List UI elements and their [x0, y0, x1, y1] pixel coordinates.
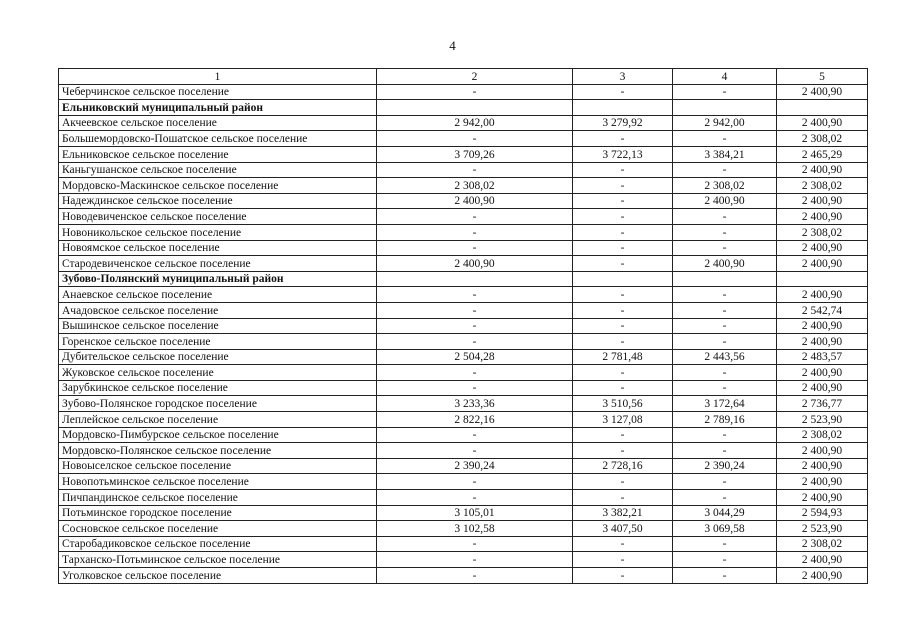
settlement-name: Старобадиковское сельское поселение: [59, 536, 377, 552]
value-col-5: 2 400,90: [777, 209, 868, 225]
value-col-3: 3 722,13: [573, 146, 673, 162]
table-row: [59, 505, 868, 521]
value-col-2: 2 390,24: [377, 458, 573, 474]
settlement-name: Уголковское сельское поселение: [59, 568, 377, 584]
value-col-4: -: [673, 209, 777, 225]
table-row: [59, 256, 868, 272]
value-col-3: 3 279,92: [573, 115, 673, 131]
value-col-5: 2 400,90: [777, 240, 868, 256]
table-row: [59, 365, 868, 381]
empty-cell: [777, 100, 868, 116]
value-col-3: -: [573, 552, 673, 568]
value-col-2: -: [377, 224, 573, 240]
table-row: [59, 334, 868, 350]
value-col-4: 2 308,02: [673, 178, 777, 194]
value-col-4: 2 400,90: [673, 256, 777, 272]
value-col-5: 2 542,74: [777, 302, 868, 318]
value-col-5: 2 400,90: [777, 162, 868, 178]
settlement-name: Новоямское сельское поселение: [59, 240, 377, 256]
table-row: [59, 178, 868, 194]
empty-cell: [377, 271, 573, 287]
value-col-4: 2 942,00: [673, 115, 777, 131]
value-col-4: -: [673, 224, 777, 240]
value-col-5: 2 594,93: [777, 505, 868, 521]
value-col-4: -: [673, 443, 777, 459]
table-row: [59, 474, 868, 490]
settlement-name: Новоыселское сельское поселение: [59, 458, 377, 474]
table-row: [59, 146, 868, 162]
table-row: [59, 349, 868, 365]
column-header: 3: [573, 69, 673, 85]
value-col-3: -: [573, 536, 673, 552]
value-col-3: -: [573, 131, 673, 147]
value-col-3: -: [573, 209, 673, 225]
value-col-3: -: [573, 318, 673, 334]
value-col-2: -: [377, 427, 573, 443]
table-row: [59, 443, 868, 459]
value-col-4: -: [673, 536, 777, 552]
value-col-3: 2 781,48: [573, 349, 673, 365]
settlement-name: Новоникольское сельское поселение: [59, 224, 377, 240]
page-number: 4: [449, 38, 456, 53]
table-row: [59, 209, 868, 225]
empty-cell: [777, 271, 868, 287]
column-header: 2: [377, 69, 573, 85]
value-col-2: -: [377, 380, 573, 396]
value-col-5: 2 308,02: [777, 224, 868, 240]
value-col-5: 2 308,02: [777, 536, 868, 552]
value-col-5: 2 465,29: [777, 146, 868, 162]
value-col-5: 2 400,90: [777, 568, 868, 584]
value-col-4: -: [673, 568, 777, 584]
value-col-5: 2 400,90: [777, 474, 868, 490]
value-col-3: -: [573, 240, 673, 256]
value-col-3: -: [573, 443, 673, 459]
value-col-2: -: [377, 131, 573, 147]
value-col-5: 2 400,90: [777, 552, 868, 568]
value-col-3: -: [573, 287, 673, 303]
value-col-4: -: [673, 365, 777, 381]
value-col-2: 2 504,28: [377, 349, 573, 365]
district-name: Ельниковский муниципальный район: [59, 100, 377, 116]
empty-cell: [673, 100, 777, 116]
value-col-4: -: [673, 162, 777, 178]
value-col-4: -: [673, 131, 777, 147]
value-col-5: 2 400,90: [777, 380, 868, 396]
table-row: [59, 521, 868, 537]
value-col-3: 3 407,50: [573, 521, 673, 537]
value-col-4: 2 400,90: [673, 193, 777, 209]
value-col-2: -: [377, 287, 573, 303]
value-col-2: -: [377, 443, 573, 459]
value-col-2: -: [377, 490, 573, 506]
value-col-4: 2 443,56: [673, 349, 777, 365]
value-col-5: 2 400,90: [777, 365, 868, 381]
district-section-row: [59, 271, 868, 287]
settlement-name: Сосновское сельское поселение: [59, 521, 377, 537]
value-col-4: 3 172,64: [673, 396, 777, 412]
empty-cell: [377, 100, 573, 116]
value-col-2: 2 822,16: [377, 412, 573, 428]
settlement-name: Мордовско-Маскинское сельское поселение: [59, 178, 377, 194]
value-col-4: -: [673, 84, 777, 100]
value-col-2: -: [377, 568, 573, 584]
table-body: [59, 69, 868, 584]
value-col-3: 3 510,56: [573, 396, 673, 412]
value-col-4: -: [673, 552, 777, 568]
value-col-5: 2 400,90: [777, 115, 868, 131]
value-col-3: -: [573, 193, 673, 209]
value-col-4: 3 384,21: [673, 146, 777, 162]
settlement-name: Зарубкинское сельское поселение: [59, 380, 377, 396]
value-col-3: -: [573, 568, 673, 584]
table-row: [59, 240, 868, 256]
value-col-4: -: [673, 287, 777, 303]
settlement-name: Чеберчинское сельское поселение: [59, 84, 377, 100]
column-header: 4: [673, 69, 777, 85]
value-col-2: 2 942,00: [377, 115, 573, 131]
value-col-5: 2 736,77: [777, 396, 868, 412]
value-col-5: 2 400,90: [777, 287, 868, 303]
value-col-5: 2 400,90: [777, 84, 868, 100]
value-col-2: -: [377, 334, 573, 350]
value-col-5: 2 400,90: [777, 256, 868, 272]
value-col-3: -: [573, 162, 673, 178]
value-col-3: -: [573, 178, 673, 194]
value-col-4: -: [673, 427, 777, 443]
district-section-row: [59, 100, 868, 116]
value-col-5: 2 400,90: [777, 318, 868, 334]
value-col-2: 2 400,90: [377, 256, 573, 272]
value-col-3: -: [573, 380, 673, 396]
table-row: [59, 552, 868, 568]
value-col-2: -: [377, 536, 573, 552]
settlement-name: Жуковское сельское поселение: [59, 365, 377, 381]
value-col-2: -: [377, 365, 573, 381]
value-col-5: 2 523,90: [777, 412, 868, 428]
table-row: [59, 224, 868, 240]
table-row: [59, 162, 868, 178]
data-table: [58, 68, 868, 584]
table-row: [59, 458, 868, 474]
empty-cell: [573, 271, 673, 287]
value-col-3: -: [573, 302, 673, 318]
table-row: [59, 568, 868, 584]
value-col-2: -: [377, 474, 573, 490]
value-col-4: -: [673, 302, 777, 318]
settlement-name: Зубово-Полянское городское поселение: [59, 396, 377, 412]
value-col-2: -: [377, 209, 573, 225]
table-row: [59, 490, 868, 506]
table-row: [59, 131, 868, 147]
value-col-3: -: [573, 365, 673, 381]
settlement-name: Надеждинское сельское поселение: [59, 193, 377, 209]
value-col-3: 3 127,08: [573, 412, 673, 428]
value-col-4: 2 390,24: [673, 458, 777, 474]
settlement-name: Мордовско-Пимбурское сельское поселение: [59, 427, 377, 443]
value-col-5: 2 483,57: [777, 349, 868, 365]
value-col-4: -: [673, 240, 777, 256]
value-col-3: -: [573, 334, 673, 350]
settlement-name: Новопотьминское сельское поселение: [59, 474, 377, 490]
table-row: [59, 412, 868, 428]
district-name: Зубово-Полянский муниципальный район: [59, 271, 377, 287]
value-col-3: -: [573, 427, 673, 443]
value-col-5: 2 400,90: [777, 334, 868, 350]
settlement-name: Ачадовское сельское поселение: [59, 302, 377, 318]
value-col-5: 2 400,90: [777, 490, 868, 506]
value-col-3: -: [573, 224, 673, 240]
settlement-name: Потьминское городское поселение: [59, 505, 377, 521]
value-col-2: 2 400,90: [377, 193, 573, 209]
value-col-5: 2 400,90: [777, 443, 868, 459]
table-row: [59, 536, 868, 552]
settlement-name: Большемордовско-Пошатское сельское поселение: [59, 131, 377, 147]
value-col-4: -: [673, 334, 777, 350]
settlement-name: Новодевиченское сельское поселение: [59, 209, 377, 225]
value-col-5: 2 308,02: [777, 427, 868, 443]
value-col-4: 2 789,16: [673, 412, 777, 428]
value-col-2: -: [377, 302, 573, 318]
settlement-name: Каньгушанское сельское поселение: [59, 162, 377, 178]
table-row: [59, 84, 868, 100]
value-col-5: 2 308,02: [777, 178, 868, 194]
settlement-name: Анаевское сельское поселение: [59, 287, 377, 303]
value-col-3: -: [573, 84, 673, 100]
settlement-name: Акчеевское сельское поселение: [59, 115, 377, 131]
value-col-4: -: [673, 318, 777, 334]
value-col-5: 2 523,90: [777, 521, 868, 537]
value-col-3: -: [573, 256, 673, 272]
table-row: [59, 380, 868, 396]
value-col-2: -: [377, 84, 573, 100]
settlement-name: Горенское сельское поселение: [59, 334, 377, 350]
settlement-name: Пичпандинское сельское поселение: [59, 490, 377, 506]
table-row: [59, 287, 868, 303]
settlement-name: Леплейское сельское поселение: [59, 412, 377, 428]
header-row: [59, 69, 868, 85]
table-row: [59, 302, 868, 318]
table-row: [59, 193, 868, 209]
empty-cell: [673, 271, 777, 287]
value-col-3: -: [573, 490, 673, 506]
value-col-4: 3 069,58: [673, 521, 777, 537]
value-col-4: -: [673, 490, 777, 506]
value-col-3: 2 728,16: [573, 458, 673, 474]
value-col-5: 2 400,90: [777, 458, 868, 474]
settlement-name: Дубительское сельское поселение: [59, 349, 377, 365]
column-header: 5: [777, 69, 868, 85]
value-col-4: 3 044,29: [673, 505, 777, 521]
settlement-name: Мордовско-Полянское сельское поселение: [59, 443, 377, 459]
table-row: [59, 318, 868, 334]
value-col-4: -: [673, 380, 777, 396]
value-col-4: -: [673, 474, 777, 490]
table-row: [59, 396, 868, 412]
value-col-5: 2 400,90: [777, 193, 868, 209]
settlement-name: Стародевиченское сельское поселение: [59, 256, 377, 272]
table-row: [59, 427, 868, 443]
value-col-2: 3 102,58: [377, 521, 573, 537]
table-row: [59, 115, 868, 131]
value-col-2: 3 233,36: [377, 396, 573, 412]
settlement-name: Вышинское сельское поселение: [59, 318, 377, 334]
value-col-2: -: [377, 318, 573, 334]
value-col-2: -: [377, 162, 573, 178]
value-col-3: 3 382,21: [573, 505, 673, 521]
value-col-2: -: [377, 552, 573, 568]
column-header: 1: [59, 69, 377, 85]
settlement-name: Ельниковское сельское поселение: [59, 146, 377, 162]
value-col-3: -: [573, 474, 673, 490]
value-col-2: -: [377, 240, 573, 256]
value-col-2: 2 308,02: [377, 178, 573, 194]
value-col-5: 2 308,02: [777, 131, 868, 147]
value-col-2: 3 105,01: [377, 505, 573, 521]
value-col-2: 3 709,26: [377, 146, 573, 162]
empty-cell: [573, 100, 673, 116]
settlement-name: Тарханско-Потьминское сельское поселение: [59, 552, 377, 568]
